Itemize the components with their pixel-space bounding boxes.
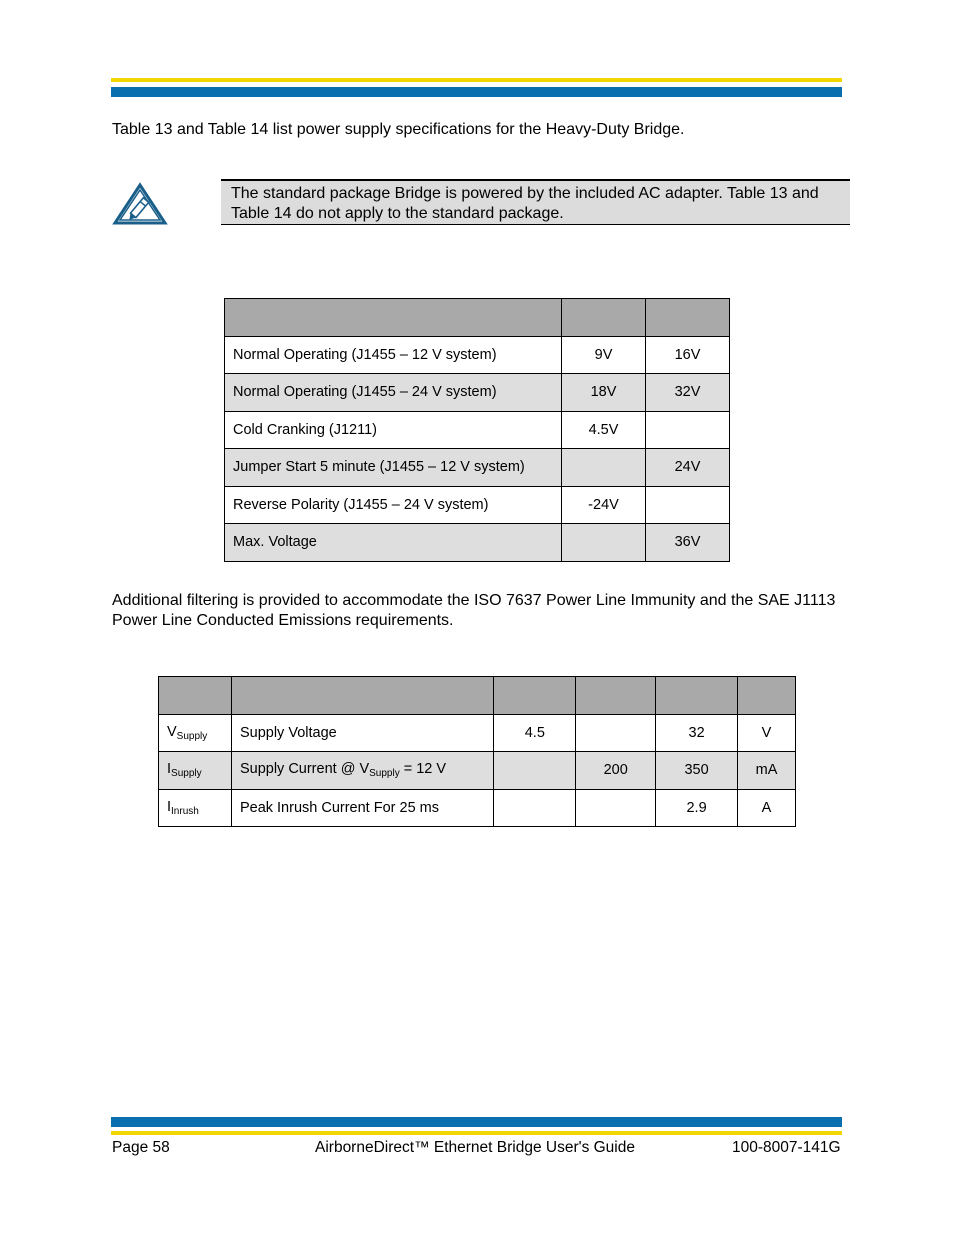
- min-voltage-cell: 9V: [562, 336, 646, 374]
- max-cell: 32: [656, 714, 738, 752]
- table-row: [225, 336, 730, 374]
- header-cell: [738, 677, 796, 715]
- typ-cell: [576, 789, 656, 827]
- table-row: [159, 714, 796, 752]
- header-cell: [159, 677, 232, 715]
- subscript-text: Supply: [171, 768, 202, 780]
- max-voltage-cell: 32V: [646, 374, 730, 412]
- table-row: [225, 411, 730, 449]
- max-voltage-cell: 36V: [646, 524, 730, 562]
- min-cell: [494, 752, 576, 790]
- table-row: [225, 374, 730, 412]
- parameter-text: Supply Voltage: [239, 724, 337, 741]
- condition-cell: Cold Cranking (J1211): [225, 411, 562, 449]
- footer-page-number: Page 58: [112, 1139, 170, 1156]
- voltage-spec-table: [224, 298, 730, 562]
- table-row: [225, 486, 730, 524]
- symbol-text: V: [167, 723, 177, 740]
- table-header-row: [225, 299, 730, 337]
- unit-cell: V: [738, 714, 796, 752]
- subscript-text: Supply: [176, 730, 208, 742]
- footer-yellow-rule: [111, 1131, 842, 1135]
- typ-cell: [576, 714, 656, 752]
- min-cell: 4.5: [494, 714, 576, 752]
- table-row: [225, 449, 730, 487]
- symbol-cell: [159, 714, 232, 752]
- min-voltage-cell: [562, 449, 646, 487]
- header-cell: [656, 677, 738, 715]
- parameter-text: Peak Inrush Current For 25 ms: [239, 799, 440, 816]
- min-cell: [494, 789, 576, 827]
- min-voltage-cell: [562, 524, 646, 562]
- max-voltage-cell: 24V: [646, 449, 730, 487]
- header-cell: [494, 677, 576, 715]
- min-voltage-cell: -24V: [562, 486, 646, 524]
- max-voltage-cell: 16V: [646, 336, 730, 374]
- symbol-cell: [159, 789, 232, 827]
- condition-cell: Normal Operating (J1455 – 12 V system): [225, 336, 562, 374]
- parameter-cell: [231, 752, 493, 790]
- pencil-note-icon: [112, 182, 168, 226]
- header-blue-rule: [111, 87, 842, 97]
- parameter-text: Supply Current @ V: [239, 761, 370, 778]
- parameter-cell: [231, 714, 493, 752]
- header-cell: [646, 299, 730, 337]
- intro-paragraph: Table 13 and Table 14 list power supply specifications for the Heavy-Duty Bridge.: [112, 121, 685, 138]
- header-cell: [225, 299, 562, 337]
- min-voltage-cell: 4.5V: [562, 411, 646, 449]
- symbol-text: I: [167, 761, 172, 778]
- condition-cell: Normal Operating (J1455 – 24 V system): [225, 374, 562, 412]
- condition-cell: Reverse Polarity (J1455 – 24 V system): [225, 486, 562, 524]
- subscript-text: Inrush: [171, 805, 199, 817]
- footer-title: AirborneDirect™ Ethernet Bridge User's Guide: [315, 1139, 635, 1156]
- subscript-text: Supply: [369, 768, 400, 780]
- min-voltage-cell: 18V: [562, 374, 646, 412]
- table-row: [159, 789, 796, 827]
- table-header-row: [159, 677, 796, 715]
- symbol-cell: [159, 752, 232, 790]
- header-cell: [231, 677, 493, 715]
- unit-cell: mA: [738, 752, 796, 790]
- unit-cell: A: [738, 789, 796, 827]
- max-cell: 2.9: [656, 789, 738, 827]
- header-cell: [562, 299, 646, 337]
- table-row: [159, 752, 796, 790]
- table-row: [225, 524, 730, 562]
- power-supply-spec-table: [158, 676, 796, 827]
- filtering-paragraph: Additional filtering is provided to accommodate the ISO 7637 Power Line Immunity and the SAE J1113 Power Line Conducted Emissions requirements.: [112, 592, 836, 629]
- symbol-text: I: [167, 798, 172, 815]
- max-voltage-cell: [646, 411, 730, 449]
- header-yellow-rule: [111, 78, 842, 82]
- condition-cell: Max. Voltage: [225, 524, 562, 562]
- max-voltage-cell: [646, 486, 730, 524]
- note-box: [221, 179, 850, 225]
- typ-cell: 200: [576, 752, 656, 790]
- header-cell: [576, 677, 656, 715]
- note-text: The standard package Bridge is powered by the included AC adapter. Table 13 and Table 14 do not apply to the standard package.: [231, 185, 819, 222]
- parameter-tail-text: = 12 V: [399, 761, 447, 778]
- footer-doc-number: 100-8007-141G: [732, 1139, 841, 1156]
- parameter-cell: [231, 789, 493, 827]
- footer-blue-rule: [111, 1117, 842, 1127]
- condition-cell: Jumper Start 5 minute (J1455 – 12 V system): [225, 449, 562, 487]
- max-cell: 350: [656, 752, 738, 790]
